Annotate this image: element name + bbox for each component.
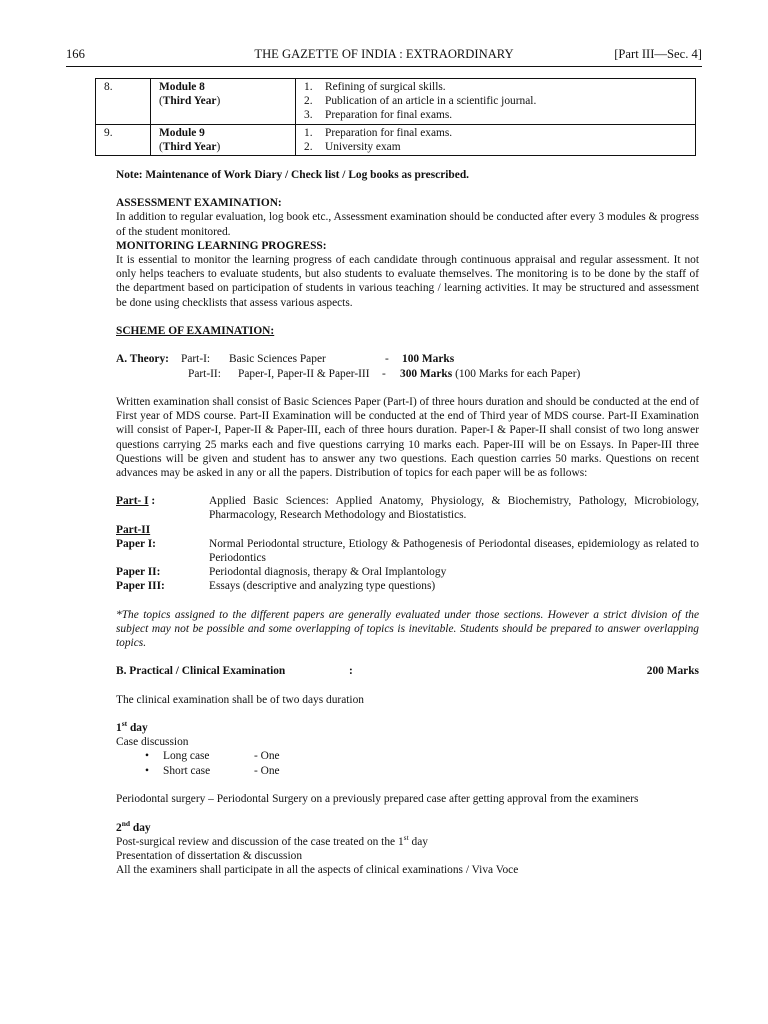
part2-heading: Part-II	[116, 523, 151, 536]
paper1-label: Paper I:	[116, 537, 156, 550]
module-year: (Third Year)	[159, 140, 221, 153]
bullet-icon: •	[145, 764, 149, 777]
table-row	[96, 79, 696, 125]
part2-marks: 300 Marks	[400, 367, 453, 380]
theory-part1-row	[116, 352, 699, 367]
paper2-topics: Periodontal diagnosis, therapy & Oral Implantology	[209, 566, 447, 579]
periodontal-surgery: Periodontal surgery – Periodontal Surgery on a previously prepared case after getting approval from the examiners	[116, 793, 639, 806]
practical-colon: :	[349, 665, 353, 678]
module-name: Module 9	[159, 126, 205, 139]
module-number: 9.	[96, 124, 151, 155]
part1-row	[116, 494, 699, 522]
part2-paper: Paper-I, Paper-II & Paper-III	[238, 367, 370, 380]
list-item: • Long case - One	[145, 750, 280, 763]
module-tasks	[296, 79, 696, 125]
modules-table	[95, 78, 696, 156]
list-item: 1. Preparation for final exams.	[304, 126, 453, 139]
part2-marks-wrap	[400, 367, 580, 381]
written-exam-text: Written examination shall consist of Basic Sciences Paper (Part-I) of three hours duration and should be conducted at the end of First year of MDS course. Part-II Examination will be conducted at the end of Third year of MDS course. Part-II Examination will consist of Paper-I, Paper-II & Paper-III, each of three hours duration. Paper-I & Paper-II shall consist of two long answer questions carrying 25 marks each and five questions carrying 10 marks each. Paper-III will be on Essays. In Paper-III three Questions will be given and student has to answer any two questions. Each question carries 50 marks. Questions on recent advances may be asked in any or all the papers. Distribution of topics for each paper will be as follows:	[116, 396, 699, 480]
scheme-heading: SCHEME OF EXAMINATION:	[116, 324, 275, 337]
module-year: (Third Year)	[159, 95, 221, 108]
part-section: [Part III—Sec. 4]	[614, 47, 702, 61]
list-item: 2. University exam	[304, 140, 401, 153]
module-name: Module 8	[159, 81, 205, 93]
gazette-title: THE GAZETTE OF INDIA : EXTRAORDINARY	[254, 47, 514, 61]
header-rule	[66, 66, 702, 67]
module-tasks	[296, 124, 696, 155]
table-row	[96, 124, 696, 155]
part1-dash: -	[385, 353, 389, 366]
bullet-icon: •	[145, 750, 149, 763]
case-discussion: Case discussion	[116, 736, 189, 749]
part1-topics: Applied Basic Sciences: Applied Anatomy, Physiology, & Biochemistry, Pathology, Microbiology, Pharmacology, Research Methodology and Biostatistics.	[209, 495, 699, 522]
module-cell	[151, 124, 296, 155]
page-number: 166	[66, 47, 85, 61]
paper2-row	[116, 565, 699, 579]
page-header	[66, 47, 702, 63]
paper-distribution	[116, 494, 699, 593]
part2-note: (100 Marks for each Paper)	[452, 367, 581, 380]
day1-heading: 1st day	[116, 718, 148, 734]
paper3-row	[116, 579, 699, 593]
theory-part2-row	[116, 367, 699, 382]
monitoring-text: It is essential to monitor the learning progress of each candidate through continuous appraisal and regular assessment. It not only helps teachers to evaluate students, but also students to evaluate themselves. The monitoring is to be done by the staff of the department based on participation of students in various teaching / learning activities. It may be structured and assessment be done using checklists that assess various aspects.	[116, 254, 699, 309]
practical-row	[116, 664, 699, 679]
module-number: 8.	[96, 79, 151, 125]
assessment-text: In addition to regular evaluation, log book etc., Assessment examination should be conducted after every 3 modules & progress of the student monitored.	[116, 211, 699, 238]
paper3-topics: Essays (descriptive and analyzing type questions)	[209, 580, 436, 593]
part2-row	[116, 523, 699, 537]
list-item: 1. Refining of surgical skills.	[304, 81, 446, 93]
paper1-row	[116, 537, 699, 565]
topics-note: *The topics assigned to the different papers are generally evaluated under those sections. However a strict division of the subject may not be possible and some overlapping of topics is inevitable. Students should be prepared to answer overlapping topics.	[116, 608, 699, 650]
module-cell	[151, 79, 296, 125]
theory-label: A. Theory:	[116, 353, 169, 366]
examiners-participation: All the examiners shall participate in all the aspects of clinical examinations / Viva Voce	[116, 864, 519, 877]
practical-marks: 200 Marks	[646, 665, 699, 678]
list-item: 3. Preparation for final exams.	[304, 109, 453, 122]
list-item: 2. Publication of an article in a scientific journal.	[304, 95, 537, 108]
part1-heading: Part- I :	[116, 495, 156, 508]
paper1-topics: Normal Periodontal structure, Etiology & Pathogenesis of Periodontal diseases, epidemiology as related to Periodontics	[209, 537, 699, 565]
paper2-label: Paper II:	[116, 566, 161, 579]
part1-marks: 100 Marks	[402, 353, 455, 366]
part2-dash: -	[382, 367, 386, 380]
part1-label: Part-I:	[181, 353, 211, 366]
assessment-heading: ASSESSMENT EXAMINATION:	[116, 197, 282, 210]
part2-label: Part-II:	[188, 367, 221, 380]
monitoring-heading: MONITORING LEARNING PROGRESS:	[116, 239, 327, 252]
post-surgical-review: Post-surgical review and discussion of the case treated on the 1st day	[116, 832, 428, 848]
note: Note: Maintenance of Work Diary / Check list / Log books as prescribed.	[116, 169, 469, 181]
paper3-label: Paper III:	[116, 580, 165, 593]
day2-heading: 2nd day	[116, 818, 151, 834]
clinical-duration: The clinical examination shall be of two days duration	[116, 693, 364, 706]
document-body	[116, 168, 699, 877]
case-list	[116, 749, 699, 778]
dissertation-presentation: Presentation of dissertation & discussion	[116, 850, 303, 862]
list-item: • Short case - One	[145, 764, 280, 777]
part1-paper: Basic Sciences Paper	[229, 353, 326, 366]
practical-label: B. Practical / Clinical Examination	[116, 665, 286, 678]
